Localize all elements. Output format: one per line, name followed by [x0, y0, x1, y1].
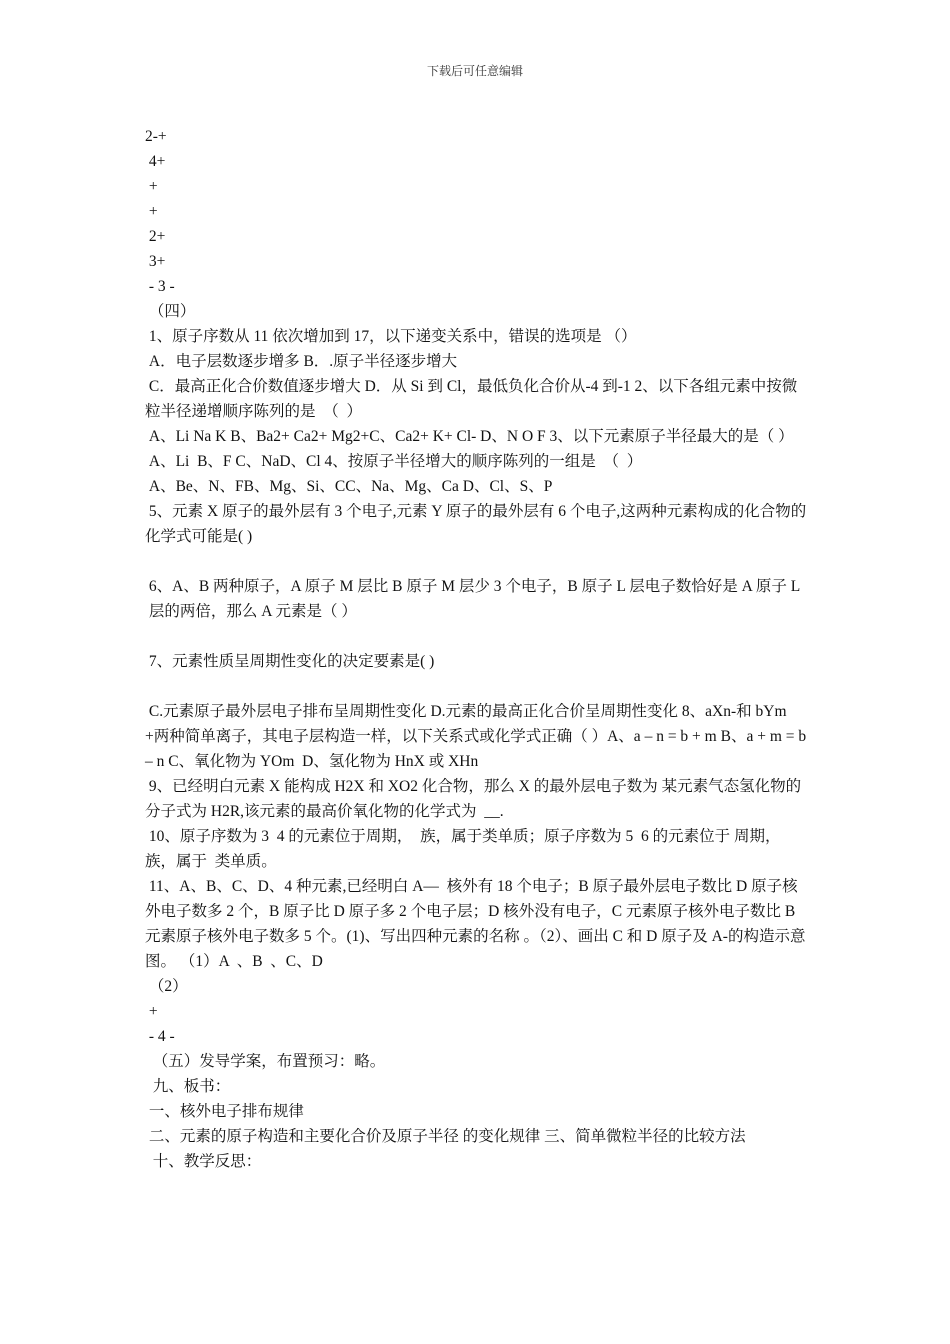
document-body [145, 124, 810, 1174]
question-6-cont: 层的两倍，那么 A 元素是（ ） [145, 603, 357, 620]
question-2-3: A、Li Na K B、Ba2+ Ca2+ Mg2+C、Ca2+ K+ Cl- D、N O F 3、以下元素原子半径最大的是（ ） [145, 428, 794, 445]
question-10: 10、原子序数为 3 4 的元素位于周期， 族，属于类单质；原子序数为 5 6 的元素位于 周期，族，属于 类单质。 [145, 828, 781, 870]
question-3-4: A、Li B、F C、NaD、Cl 4、按原子半径增大的顺序陈列的一组是 （ ） [145, 453, 643, 470]
question-7: 7、元素性质呈周期性变化的决定要素是( ) [145, 653, 435, 670]
text-line: + [145, 178, 158, 195]
text-line: + [145, 1003, 158, 1020]
text-line: （2） [145, 978, 188, 995]
blank-line [145, 624, 810, 649]
text-line: 2-+ [145, 128, 167, 145]
section-nine: 九、板书： [145, 1078, 231, 1095]
text-line: + [145, 203, 158, 220]
question-11: 11、A、B、C、D、4 种元素,已经明白 A— 核外有 18 个电子；B 原子最外层电子数比 D 原子核外电子数多 2 个，B 原子比 D 原子多 2 个电子层；D 核外没有电子，C 元素原子核外电子数比 B 元素原子核外电子数多 5 个。(1)、写出四种元素的名称 。（2）、画出 C 和 D 原子及 A-的构造示意图。 （1）A 、B 、C、D [145, 878, 806, 970]
board-item-2-3: 二、元素的原子构造和主要化合价及原子半径 的变化规律 三、简单微粒半径的比较方法 [145, 1128, 746, 1145]
question-7-8: C.元素原子最外层电子排布呈周期性变化 D.元素的最高正化合价呈周期性变化 8、aXn-和 bYm+两种简单离子，其电子层构造一样，以下关系式或化学式正确（ ）A、a – n = b + m B、a + m = b – n C、氧化物为 YOm D、氢化物为 HnX 或 XHn [145, 703, 810, 770]
question-6: 6、A、B 两种原子，A 原子 M 层比 B 原子 M 层少 3 个电子，B 原子 L 层电子数恰好是 A 原子 L [145, 578, 801, 595]
board-item-1: 一、核外电子排布规律 [145, 1103, 304, 1120]
section-five: （五）发导学案，布置预习：略。 [145, 1053, 386, 1070]
section-ten: 十、教学反思： [145, 1153, 262, 1170]
text-line: 4+ [145, 153, 166, 170]
blank-line [145, 674, 810, 699]
text-line: 2+ [145, 228, 166, 245]
blank-line [145, 549, 810, 574]
question-1-options: A．电子层数逐步增多 B．.原子半径逐步增大 [145, 353, 458, 370]
question-1: 1、原子序数从 11 依次增加到 17，以下递变关系中，错误的选项是 （） [145, 328, 637, 345]
text-line: 3+ [145, 253, 166, 270]
question-5: 5、元素 X 原子的最外层有 3 个电子,元素 Y 原子的最外层有 6 个电子,这两种元素构成的化合物的化学式可能是( ) [145, 503, 807, 545]
page-header: 下载后可任意编辑 [426, 64, 523, 78]
question-9: 9、已经明白元素 X 能构成 H2X 和 XO2 化合物，那么 X 的最外层电子数为 某元素气态氢化物的分子式为 H2R,该元素的最高价氧化物的化学式为 __. [145, 778, 802, 820]
page-number: - 4 - [145, 1028, 175, 1045]
page-number: - 3 - [145, 278, 175, 295]
question-4-options: A、Be、N、FB、Mg、Si、CC、Na、Mg、Ca D、Cl、S、P [145, 478, 553, 495]
section-heading: （四） [145, 303, 196, 320]
question-1-2: C．最高正化合价数值逐步增大 D．从 Si 到 Cl，最低负化合价从-4 到-1 2、以下各组元素中按微粒半径递增顺序陈列的是 （ ） [145, 378, 798, 420]
